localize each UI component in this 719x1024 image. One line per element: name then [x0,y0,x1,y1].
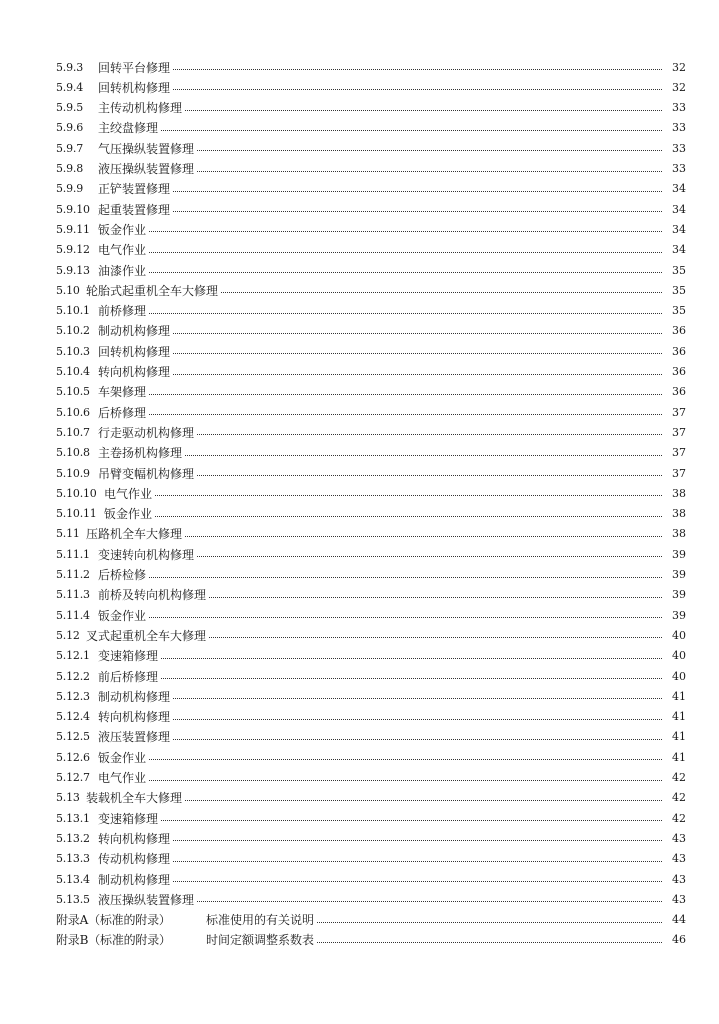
toc-entry-number: 5.13 [56,791,80,805]
toc-entry-page-number: 40 [672,669,686,683]
toc-entry [56,483,686,503]
toc-entry-number: 5.10.8 [56,446,90,460]
dot-leader [197,170,662,172]
toc-entry-title: 回转机构修理 [98,80,171,95]
toc-entry-page-number: 37 [672,446,686,460]
toc-entry-number: 5.13.2 [56,831,90,845]
toc-entry-page-number: 34 [672,243,686,257]
toc-entry-page-number: 39 [672,588,686,602]
toc-entry-page-number: 41 [672,750,686,764]
dot-leader [185,535,662,537]
toc-entry-title: 时间定额调整系数表 [206,933,315,948]
toc-entry [56,138,686,158]
toc-entry-page-number: 46 [672,933,686,947]
toc-entry-number: 5.11 [56,527,80,541]
dot-leader [317,941,662,943]
toc-entry [56,768,686,788]
toc-entry-title: 回转机构修理 [98,344,171,359]
toc-entry-number: 5.12.1 [56,649,90,663]
dot-leader [185,454,662,456]
toc-entry-page-number: 43 [672,892,686,906]
toc-entry [56,585,686,605]
toc-entry-number: 5.9.3 [56,60,83,74]
toc-entry-title: 制动机构修理 [98,689,171,704]
toc-entry-number: 5.9.10 [56,202,90,216]
toc-entry-page-number: 43 [672,831,686,845]
toc-entry [56,869,686,889]
dot-leader [197,433,662,435]
toc-entry-number: 5.12.3 [56,689,90,703]
toc-entry-title: 叉式起重机全车大修理 [86,628,207,643]
toc-entry-title: 车架修理 [98,385,147,400]
toc-entry-title: 液压操纵装置修理 [98,162,195,176]
dot-leader [161,129,662,131]
toc-entry [56,788,686,808]
toc-entry-title: 主绞盘修理 [98,121,159,136]
toc-entry-title: 制动机构修理 [98,872,171,887]
toc-entry-page-number: 40 [672,628,686,642]
toc-entry [56,808,686,828]
toc-entry-page-number: 35 [672,263,686,277]
toc-entry-number: 5.10.5 [56,385,90,399]
dot-leader [161,819,662,821]
toc-entry [56,443,686,463]
toc-entry-title: 起重装置修理 [98,202,171,217]
dot-leader [149,758,662,760]
toc-entry [56,686,686,706]
toc-entry-title: 液压操纵装置修理 [98,892,195,907]
dot-leader [197,555,662,557]
toc-entry-number: 5.11.4 [56,608,90,622]
toc-entry-page-number: 43 [672,872,686,886]
toc-entry-number: 5.12.6 [56,750,90,764]
dot-leader [173,860,662,862]
toc-entry [56,910,686,930]
toc-entry [56,57,686,77]
dot-leader [173,190,662,192]
toc-entry-title: 后桥修理 [98,405,147,420]
toc-entry-title: 油漆作业 [98,263,147,278]
toc-entry-title: 转向机构修理 [98,710,171,725]
toc-entry-number: 5.11.3 [56,588,90,602]
toc-entry [56,159,686,179]
toc-entry-number: 5.11.2 [56,568,90,581]
dot-leader [155,494,662,496]
toc-entry-number: 附录A（标准的附录） [56,913,171,928]
toc-entry [56,504,686,524]
toc-entry-title: 前桥及转向机构修理 [98,588,207,603]
toc-entry-page-number: 39 [672,547,686,561]
toc-entry-number: 5.9.7 [56,141,83,155]
toc-entry-number: 5.9.4 [56,80,83,94]
toc-entry-title: 钣金作业 [98,608,147,623]
toc-entry [56,382,686,402]
dot-leader [161,677,662,679]
toc-entry-number: 5.10.2 [56,324,90,338]
toc-entry-title: 气压操纵装置修理 [98,141,195,156]
toc-entry [56,646,686,666]
toc-entry [56,179,686,199]
toc-entry-title: 电气作业 [98,243,147,258]
toc-entry [56,930,686,950]
toc-entry-page-number: 38 [672,527,686,541]
dot-leader [209,596,662,598]
toc-entry-page-number: 42 [672,791,686,805]
toc-entry [56,219,686,239]
toc-entry-page-number: 44 [672,913,686,927]
toc-entry-title: 钣金作业 [98,750,147,765]
toc-entry [56,422,686,442]
toc-entry-page-number: 43 [672,852,686,866]
toc-entry [56,605,686,625]
dot-leader [173,880,662,882]
toc-entry-number: 5.10.4 [56,365,90,378]
toc-entry-number: 5.10.6 [56,405,90,419]
toc-entry-title: 钣金作业 [98,222,147,237]
toc-entry-number: 5.10.3 [56,344,90,358]
toc-entry-number: 5.9.13 [56,263,90,277]
toc-entry [56,362,686,382]
toc-entry-number: 5.10.11 [56,507,97,521]
dot-leader [173,697,662,699]
toc-entry-page-number: 34 [672,202,686,216]
dot-leader [149,393,662,395]
toc-entry [56,118,686,138]
toc-entry-page-number: 42 [672,771,686,784]
toc-entry-title: 转向机构修理 [98,365,171,379]
toc-entry-page-number: 35 [672,283,686,297]
toc-entry-title: 前后桥修理 [98,669,159,684]
dot-leader [173,332,662,334]
toc-entry [56,747,686,767]
toc-entry-page-number: 33 [672,101,686,115]
toc-entry [56,260,686,280]
toc-entry [56,98,686,118]
dot-leader [185,109,662,111]
dot-leader [209,636,662,638]
toc-entry-page-number: 38 [672,507,686,521]
dot-leader [173,373,662,375]
toc-entry-number: 5.9.5 [56,101,83,115]
toc-entry [56,565,686,585]
toc-entry-title: 装载机全车大修理 [86,791,183,806]
toc-entry-page-number: 34 [672,182,686,196]
dot-leader [221,291,662,293]
toc-entry [56,463,686,483]
toc-entry-page-number: 32 [672,80,686,94]
dot-leader [173,718,662,720]
toc-entry [56,524,686,544]
toc-entry-number: 5.12 [56,628,80,642]
dot-leader [149,230,662,232]
toc-entry [56,321,686,341]
toc-entry-page-number: 34 [672,222,686,236]
dot-leader [317,921,662,923]
toc-entry-number: 5.13.1 [56,811,90,825]
toc-entry-number: 5.9.9 [56,182,83,196]
toc-entry [56,666,686,686]
toc-entry-number: 5.9.11 [56,222,90,236]
dot-leader [197,900,662,902]
toc-entry-page-number: 33 [672,162,686,175]
toc-entry-title: 传动机构修理 [98,852,171,867]
dot-leader [185,799,662,801]
toc-entry [56,707,686,727]
toc-entry-number: 5.13.4 [56,872,90,886]
toc-entry-number: 5.10.10 [56,486,97,500]
toc-entry-title: 标准使用的有关说明 [206,913,315,928]
toc-entry-title: 制动机构修理 [98,324,171,339]
toc-entry-page-number: 36 [672,324,686,338]
toc-entry-title: 轮胎式起重机全车大修理 [86,283,219,298]
toc-entry-page-number: 32 [672,60,686,74]
toc-entry [56,544,686,564]
toc-entry-number: 5.9.12 [56,243,90,257]
toc-entry-page-number: 33 [672,141,686,155]
toc-entry-title: 电气作业 [104,486,153,501]
dot-leader [149,413,662,415]
toc-entry [56,849,686,869]
toc-entry-page-number: 36 [672,385,686,399]
toc-entry-title: 主卷扬机构修理 [98,446,183,461]
toc-entry-title: 变速箱修理 [98,811,159,826]
toc-entry [56,77,686,97]
dot-leader [173,210,662,212]
toc-entry-title: 回转平台修理 [98,60,171,75]
dot-leader [149,271,662,273]
toc-entry-number: 5.9.6 [56,121,83,135]
toc-entry-page-number: 37 [672,425,686,439]
toc-entry-page-number: 37 [672,405,686,419]
toc-entry-title: 主传动机构修理 [98,101,183,116]
toc-entry-page-number: 41 [672,710,686,724]
toc-entry-title: 后桥检修 [98,568,147,582]
toc-entry [56,280,686,300]
toc-entry-number: 5.12.5 [56,730,90,744]
toc-entry-page-number: 37 [672,466,686,480]
dot-leader [155,515,662,517]
toc-entry [56,341,686,361]
toc-entry-number: 5.11.1 [56,547,90,561]
toc-entry [56,199,686,219]
toc-entry-number: 5.9.8 [56,162,83,175]
toc-entry-number: 5.10 [56,283,80,297]
toc-entry-page-number: 41 [672,730,686,744]
toc-entry-title: 变速转向机构修理 [98,547,195,562]
toc-entry-number: 5.10.1 [56,304,90,318]
toc-entry-title: 压路机全车大修理 [86,527,183,542]
dot-leader [173,88,662,90]
dot-leader [149,251,662,253]
toc-entry-title: 吊臂变幅机构修理 [98,466,195,481]
toc-entry-number: 5.13.5 [56,892,90,906]
toc-entry-page-number: 42 [672,811,686,825]
dot-leader [173,68,662,70]
dot-leader [173,352,662,354]
dot-leader [173,839,662,841]
toc-entry-title: 行走驱动机构修理 [98,425,195,440]
dot-leader [149,312,662,314]
toc-entry-number: 5.10.7 [56,425,90,439]
toc-entry-page-number: 38 [672,486,686,500]
toc-entry-title: 电气作业 [98,771,147,785]
toc-entry-page-number: 39 [672,608,686,622]
toc-entry-title: 正铲装置修理 [98,182,171,197]
toc-entry-page-number: 40 [672,649,686,663]
toc-entry-title: 钣金作业 [104,507,153,522]
toc-entry-page-number: 36 [672,365,686,378]
dot-leader [197,474,662,476]
toc-entry-number: 5.12.4 [56,710,90,724]
dot-leader [161,657,662,659]
toc-entry-title: 前桥修理 [98,304,147,319]
toc-entry [56,727,686,747]
toc-entry-page-number: 35 [672,304,686,318]
toc-entry [56,402,686,422]
toc-entry [56,301,686,321]
toc-entry-page-number: 39 [672,568,686,581]
toc-entry-title: 液压装置修理 [98,730,171,745]
toc-entry-title: 转向机构修理 [98,831,171,846]
toc-entry-number: 附录B（标准的附录） [56,933,171,948]
toc-entry-number: 5.13.3 [56,852,90,866]
toc-entry-page-number: 36 [672,344,686,358]
toc-entry [56,625,686,645]
toc-entry-number: 5.12.2 [56,669,90,683]
toc-entry-title: 变速箱修理 [98,649,159,664]
dot-leader [197,149,662,151]
dot-leader [173,738,662,740]
toc-entry-number: 5.12.7 [56,771,90,784]
toc-entry [56,828,686,848]
dot-leader [149,616,662,618]
toc-entry [56,889,686,909]
dot-leader [149,576,662,578]
toc-entry-page-number: 33 [672,121,686,135]
toc-entry-number: 5.10.9 [56,466,90,480]
dot-leader [149,779,662,781]
toc-entry-page-number: 41 [672,689,686,703]
toc-entry [56,240,686,260]
